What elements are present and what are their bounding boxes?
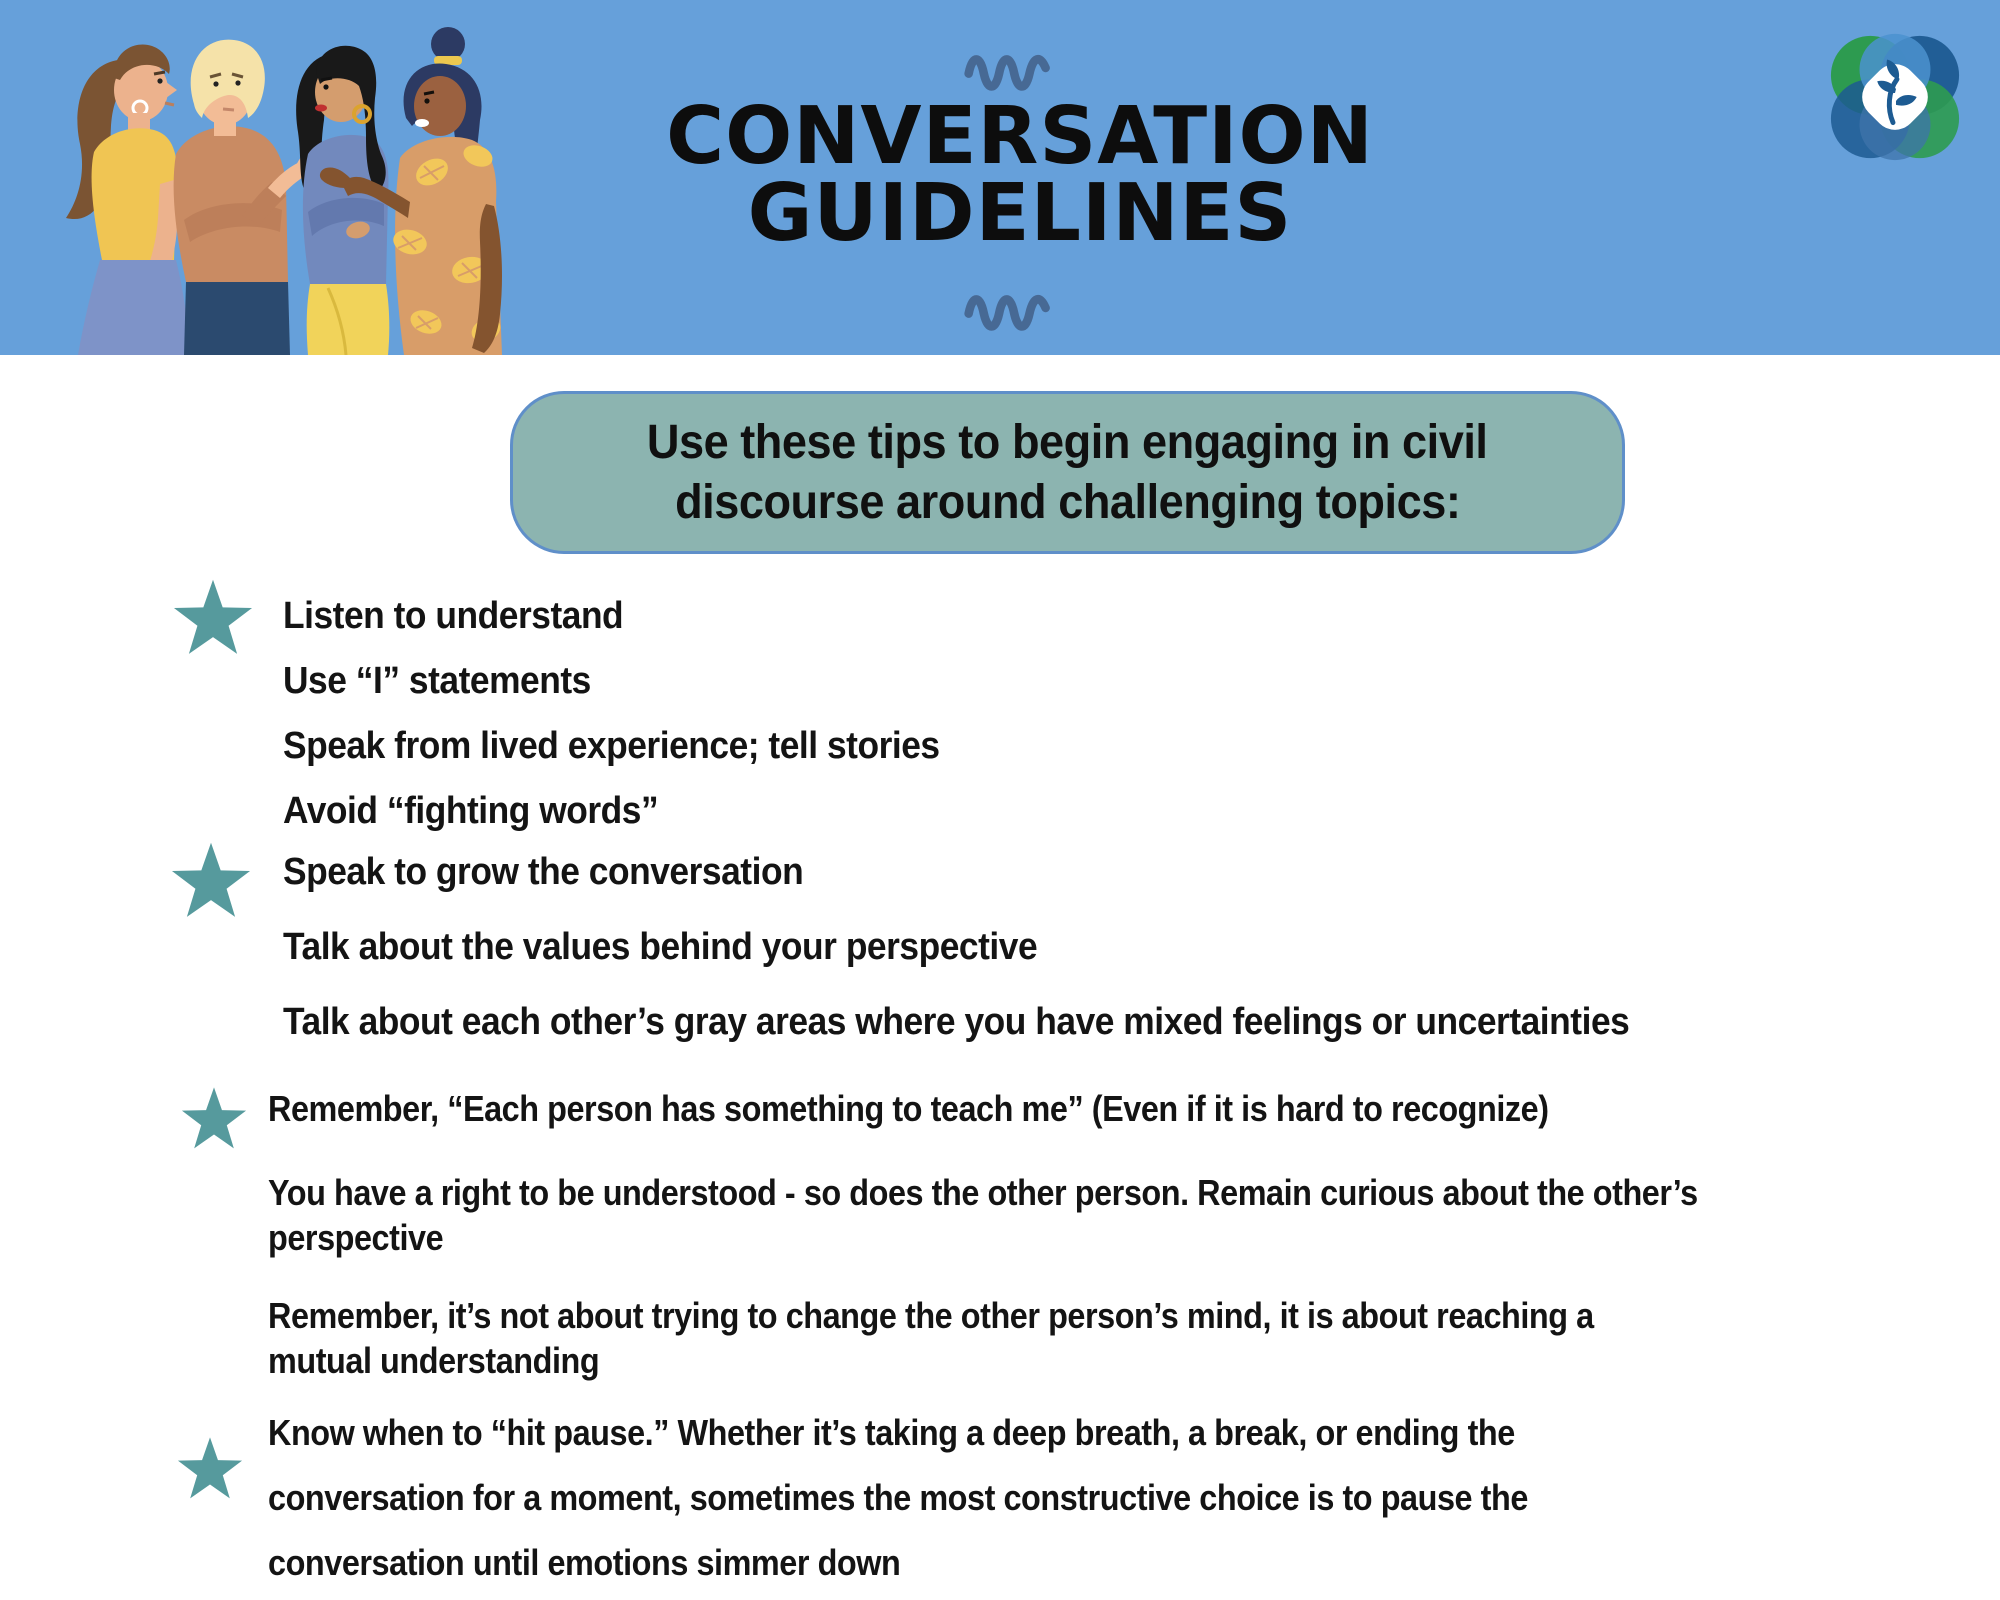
intro-text-line2: discourse around challenging topics: xyxy=(674,475,1461,529)
list-item-line: You have a right to be understood - so does the other person. Remain curious about the other’s xyxy=(268,1172,1698,1213)
list-item: Talk about the values behind your perspective xyxy=(283,926,1038,968)
header-banner xyxy=(0,0,2000,355)
star-icon xyxy=(170,841,252,919)
star-icon xyxy=(180,1086,248,1150)
page-title-line2: GUIDELINES xyxy=(747,167,1293,259)
page-title xyxy=(666,90,1374,259)
guideline-group-1 xyxy=(283,584,940,844)
squiggle-icon xyxy=(962,42,1057,92)
list-item-line: Know when to “hit pause.” Whether it’s taking a deep breath, a break, or ending the xyxy=(268,1412,1515,1453)
org-logo-icon xyxy=(1826,28,1964,166)
list-item: Remember, “Each person has something to teach me” (Even if it is hard to recognize) xyxy=(268,1088,1549,1129)
guideline-group-3-item-3 xyxy=(268,1293,1594,1383)
list-item: Speak to grow the conversation xyxy=(283,851,804,893)
guideline-group-3-item-2 xyxy=(268,1170,1698,1260)
star-icon xyxy=(176,1436,244,1500)
page-title-line1: CONVERSATION xyxy=(666,90,1374,182)
list-item: Talk about each other’s gray areas where you have mixed feelings or uncertainties xyxy=(283,1001,1630,1043)
list-item: Listen to understand xyxy=(283,595,624,637)
intro-callout-box xyxy=(510,391,1625,554)
people-illustration xyxy=(28,20,510,355)
person-3 xyxy=(296,46,389,355)
list-item: Avoid “fighting words” xyxy=(283,790,659,832)
list-item-line: conversation for a moment, sometimes the most constructive choice is to pause the xyxy=(268,1477,1528,1518)
squiggle-icon xyxy=(962,282,1057,332)
intro-text-line1: Use these tips to begin engaging in civil xyxy=(647,415,1488,469)
list-item-line: Remember, it’s not about trying to change the other person’s mind, it is about reaching a xyxy=(268,1295,1594,1336)
list-item: Speak from lived experience; tell stories xyxy=(283,725,940,767)
person-1 xyxy=(66,44,190,355)
star-icon xyxy=(172,578,254,656)
list-item: Use “I” statements xyxy=(283,660,591,702)
guideline-group-3-item-1 xyxy=(268,1086,1549,1131)
list-item-line: conversation until emotions simmer down xyxy=(268,1542,901,1583)
guideline-group-2 xyxy=(283,835,1629,1060)
list-item-line: perspective xyxy=(268,1217,444,1258)
list-item-line: mutual understanding xyxy=(268,1340,600,1381)
guideline-group-4 xyxy=(268,1400,1528,1595)
